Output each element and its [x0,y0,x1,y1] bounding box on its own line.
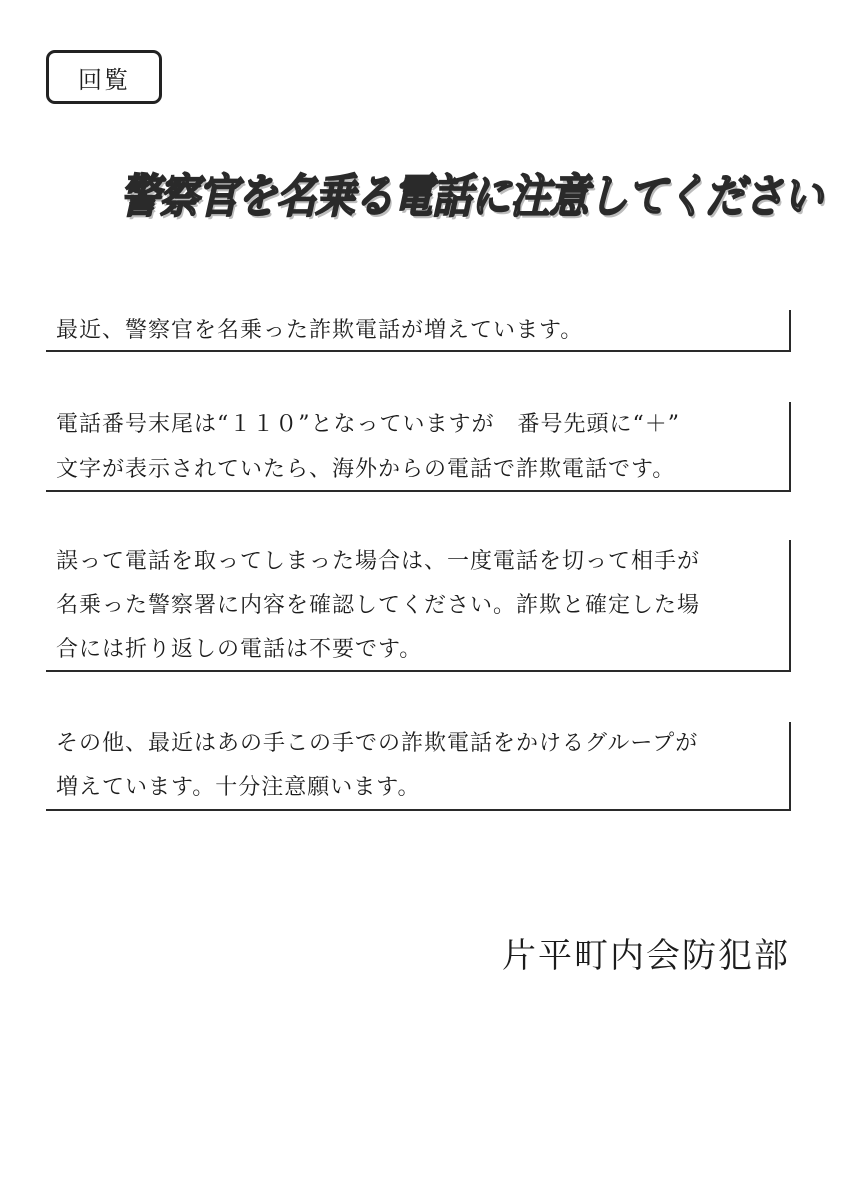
notice-box-3 [46,540,791,672]
notice-line: 名乗った警察署に内容を確認してください。詐欺と確定した場 [56,593,701,618]
issuer-signature: 片平町内会防犯部 [502,936,790,976]
notice-line: 合には折り返しの電話は不要です。 [56,637,423,662]
notice-box-2 [46,402,791,492]
notice-line: 増えています。十分注意願います。 [56,775,421,800]
circulation-stamp [46,50,162,104]
notice-line: 文字が表示されていたら、海外からの電話で詐欺電話です。 [56,457,676,482]
notice-box-1 [46,310,791,352]
notice-line: その他、最近はあの手この手での詐欺電話をかけるグループが [56,731,699,756]
page-title: 警察官を名乗る電話に注意してください [120,170,822,224]
notice-line: 誤って電話を取ってしまった場合は、一度電話を切って相手が [56,549,701,574]
notice-line: 最近、警察官を名乗った詐欺電話が増えています。 [56,318,584,343]
notice-box-4 [46,722,791,811]
notice-line: 電話番号末尾は“１１０”となっていますが 番号先頭に“＋” [56,412,680,437]
circulation-stamp-label: 回覧 [78,65,130,94]
